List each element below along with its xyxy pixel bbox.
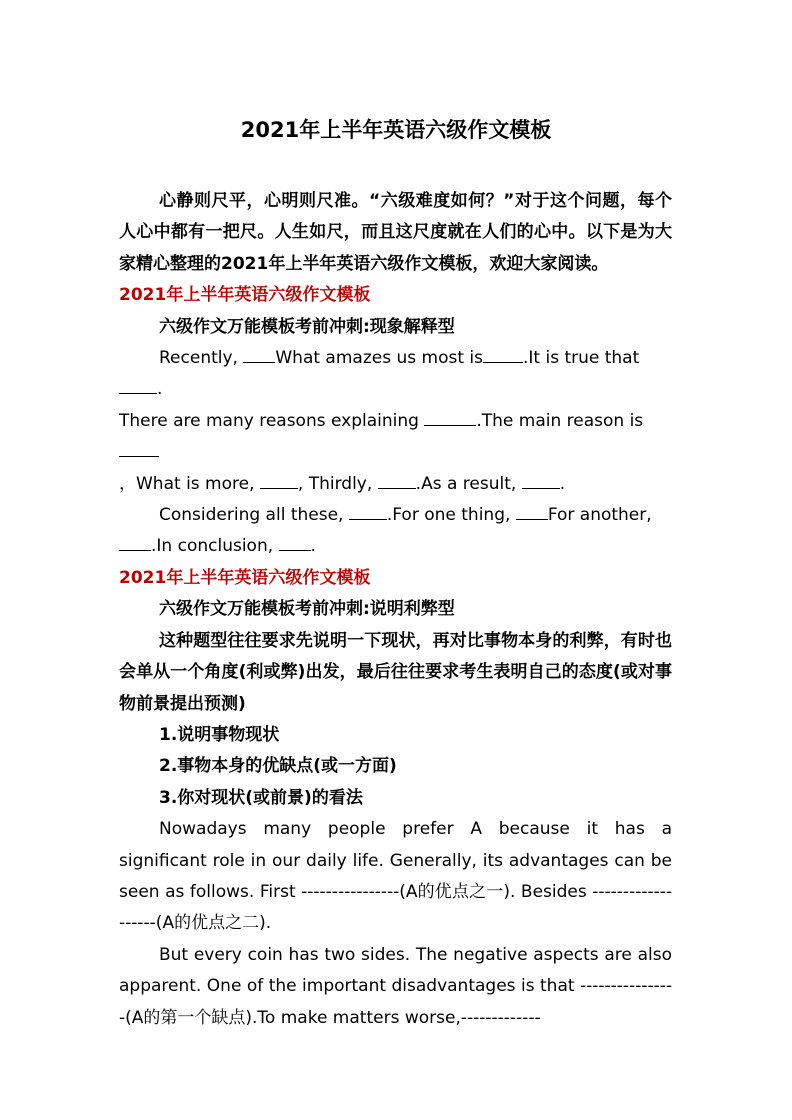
template-line: .In conclusion, . bbox=[119, 531, 672, 562]
list-item: 1.说明事物现状 bbox=[159, 724, 280, 745]
fill-blank bbox=[119, 442, 159, 457]
fill-blank bbox=[260, 474, 298, 489]
sample-paragraph-2: But every coin has two sides. The negative aspects are also apparent. One of the important disadvantages is that ----------------(A的第一个缺点).To make matters worse,------------- bbox=[119, 944, 672, 1028]
fill-blank bbox=[378, 474, 416, 489]
list-item: 3.你对现状(或前景)的看法 bbox=[159, 787, 363, 808]
sample-paragraph-1: Nowadays many people prefer A because it has a significant role in our daily life. Generally, its advantages can be seen as follows. First ----------------(A的优点之一). Besides -------------------(A的优点之二). bbox=[119, 819, 672, 934]
section-subheading-2: 六级作文万能模板考前冲刺:说明利弊型 bbox=[159, 599, 455, 620]
fill-blank bbox=[516, 505, 548, 520]
section-heading-1: 2021年上半年英语六级作文模板 bbox=[119, 285, 371, 306]
page-title: 2021年上半年英语六级作文模板 bbox=[240, 118, 552, 142]
section-subheading-1: 六级作文万能模板考前冲刺:现象解释型 bbox=[159, 316, 455, 337]
template-line: Recently, What amazes us most is .It is true that . bbox=[119, 343, 672, 406]
fill-blank bbox=[349, 505, 387, 520]
fill-blank bbox=[119, 536, 151, 551]
fill-blank bbox=[522, 474, 560, 489]
fill-blank bbox=[483, 348, 523, 363]
fill-blank bbox=[424, 411, 476, 426]
template-line: There are many reasons explaining .The main reason is bbox=[119, 406, 672, 469]
fill-blank bbox=[119, 379, 157, 394]
template-line: Considering all these, .For one thing, For another, bbox=[159, 505, 652, 526]
fill-blank bbox=[279, 536, 311, 551]
template-line: ，What is more, , Thirdly, .As a result, . bbox=[119, 473, 566, 494]
section-heading-2: 2021年上半年英语六级作文模板 bbox=[119, 567, 371, 588]
list-item: 2.事物本身的优缺点(或一方面) bbox=[159, 756, 397, 777]
intro-paragraph: 心静则尺平，心明则尺准。“六级难度如何？”对于这个问题，每个人心中都有一把尺。人生如尺，而且这尺度就在人们的心中。以下是为大家精心整理的2021年上半年英语六级作文模板，欢迎大家阅读。 bbox=[119, 191, 672, 274]
document-body bbox=[119, 186, 672, 1034]
fill-blank bbox=[243, 348, 275, 363]
section-description: 这种题型往往要求先说明一下现状，再对比事物本身的利弊，有时也会单从一个角度(利或弊)出发，最后往往要求考生表明自己的态度(或对事物前景提出预测) bbox=[119, 630, 672, 714]
